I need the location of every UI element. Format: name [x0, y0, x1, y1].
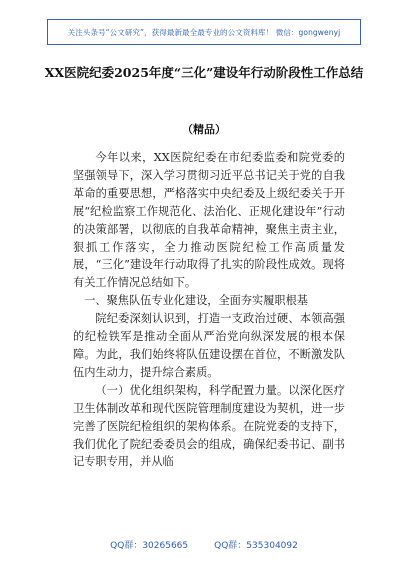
footer [0, 538, 408, 551]
paragraph-intro: 今年以来，XX医院纪委在市纪委监委和院党委的坚强领导下，深入学习贯彻习近平总书记关于党的自我革命的重要思想，严格落实中央纪委及上级纪委关于开展“纪检监察工作规范化、法治化、正规化建设年”行动的决策部署，以彻底的自我革命精神，聚焦主责主业，狠抓工作落实，全力推动医院纪检工作高质量发展，“三化”建设年行动取得了扎实的阶段性成效。现将有关工作情况总结如下。 [73, 151, 345, 290]
paragraph-section-intro: 院纪委深刻认识到，打造一支政治过硬、本领高强的纪检铁军是推动全面从严治党向纵深发展的根本保障。为此，我们始终将队伍建设摆在首位，不断激发队伍内生动力，提升综合素质。 [73, 312, 345, 379]
header-banner-text: 关注头条号“公文研究”，获得最新最全最专业的公文资料库！ 微信：gongwenyj [67, 27, 341, 37]
paragraph-subsection: （一）优化组织架构，科学配置力量。以深化医疗卫生体制改革和现代医院管理制度建设为契机，进一步完善了医院纪检组织的架构体系。在院党委的支持下，我们优化了院纪委委员会的组成，确保纪委书记、副书记专职专用，并从临 [73, 383, 345, 469]
section-heading: 一、聚焦队伍专业化建设，全面夯实履职根基 [84, 294, 308, 308]
footer-qq-right: QQ群：535304092 [214, 541, 298, 551]
document-subtitle: （精品） [182, 123, 226, 136]
document-title: XX医院纪委2025年度“三化”建设年行动阶段性工作总结 [44, 65, 364, 80]
header-banner [47, 19, 361, 45]
document-body [73, 149, 345, 471]
footer-qq-left: QQ群：30265665 [110, 541, 189, 551]
